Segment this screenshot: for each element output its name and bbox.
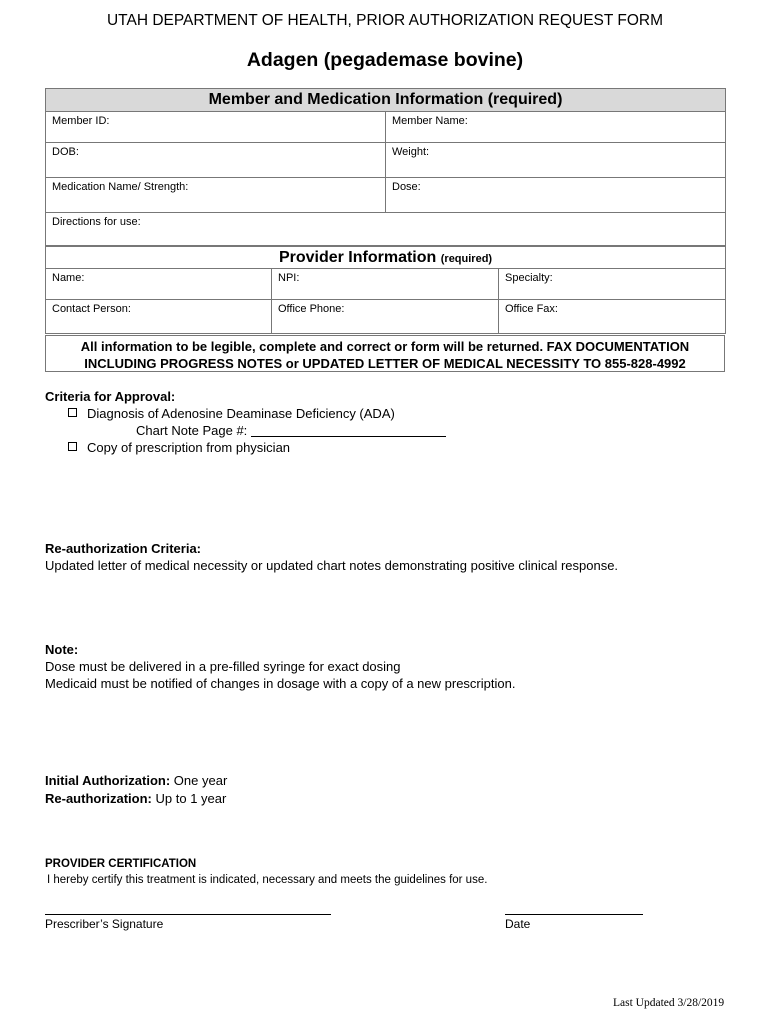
chart-note-line	[136, 423, 446, 438]
office-fax-field[interactable]: Office Fax:	[499, 300, 726, 334]
initial-authorization	[45, 773, 227, 788]
signature-label: Prescriber’s Signature	[45, 917, 164, 931]
dob-field[interactable]: DOB:	[46, 143, 386, 178]
date-label: Date	[505, 917, 531, 931]
date-line[interactable]	[505, 914, 643, 915]
reauth-text: Updated letter of medical necessity or updated chart notes demonstrating positive clinical response.	[45, 558, 619, 573]
notice-line-1: All information to be legible, complete and correct or form will be returned. FAX DOCUMENTATION	[80, 339, 690, 354]
criteria-heading: Criteria for Approval:	[45, 389, 176, 404]
dose-field[interactable]: Dose:	[386, 178, 726, 213]
notice-line-2: INCLUDING PROGRESS NOTES or UPDATED LETTER OF MEDICAL NECESSITY TO 855-828-4992	[84, 356, 686, 371]
chart-note-label: Chart Note Page #:	[136, 423, 248, 438]
member-medication-table	[45, 88, 726, 247]
note-line-1: Dose must be delivered in a pre-filled syringe for exact dosing	[45, 659, 401, 674]
criteria-item-diagnosis	[68, 406, 395, 421]
fax-notice	[45, 335, 725, 372]
checkbox-icon[interactable]	[68, 442, 77, 451]
contact-person-field[interactable]: Contact Person:	[46, 300, 272, 334]
medication-field[interactable]: Medication Name/ Strength:	[46, 178, 386, 213]
reauth-label: Re-authorization:	[45, 791, 152, 806]
last-updated: Last Updated 3/28/2019	[613, 997, 725, 1009]
npi-field[interactable]: NPI:	[272, 269, 499, 300]
certification-text: I hereby certify this treatment is indicated, necessary and meets the guidelines for use.	[47, 874, 488, 886]
provider-section-heading	[46, 246, 726, 269]
initial-auth-value: One year	[173, 773, 228, 788]
note-heading: Note:	[45, 642, 79, 657]
specialty-field[interactable]: Specialty:	[499, 269, 726, 300]
member-id-field[interactable]: Member ID:	[46, 112, 386, 143]
provider-heading-note: (required)	[440, 253, 493, 265]
reauth-heading: Re-authorization Criteria:	[45, 541, 202, 556]
provider-table	[45, 245, 726, 334]
provider-heading-text: Provider Information	[278, 249, 437, 266]
provider-name-field[interactable]: Name:	[46, 269, 272, 300]
criteria-item-prescription-text: Copy of prescription from physician	[87, 440, 291, 455]
initial-auth-label: Initial Authorization:	[45, 773, 171, 788]
certification-heading: PROVIDER CERTIFICATION	[45, 858, 197, 870]
member-section-heading: Member and Medication Information (required)	[46, 89, 726, 112]
drug-title: Adagen (pegademase bovine)	[246, 49, 524, 71]
criteria-item-diagnosis-text: Diagnosis of Adenosine Deaminase Deficiency (ADA)	[87, 406, 395, 421]
checkbox-icon[interactable]	[68, 408, 77, 417]
directions-field[interactable]: Directions for use:	[46, 213, 726, 247]
member-name-field[interactable]: Member Name:	[386, 112, 726, 143]
chart-note-input[interactable]	[251, 424, 446, 437]
office-phone-field[interactable]: Office Phone:	[272, 300, 499, 334]
criteria-item-prescription	[68, 440, 290, 455]
note-line-2: Medicaid must be notified of changes in dosage with a copy of a new prescription.	[45, 676, 516, 691]
reauthorization-period	[45, 791, 226, 806]
weight-field[interactable]: Weight:	[386, 143, 726, 178]
signature-line[interactable]	[45, 914, 331, 915]
form-header: UTAH DEPARTMENT OF HEALTH, PRIOR AUTHORIZATION REQUEST FORM	[106, 12, 664, 29]
reauth-value: Up to 1 year	[155, 791, 227, 806]
